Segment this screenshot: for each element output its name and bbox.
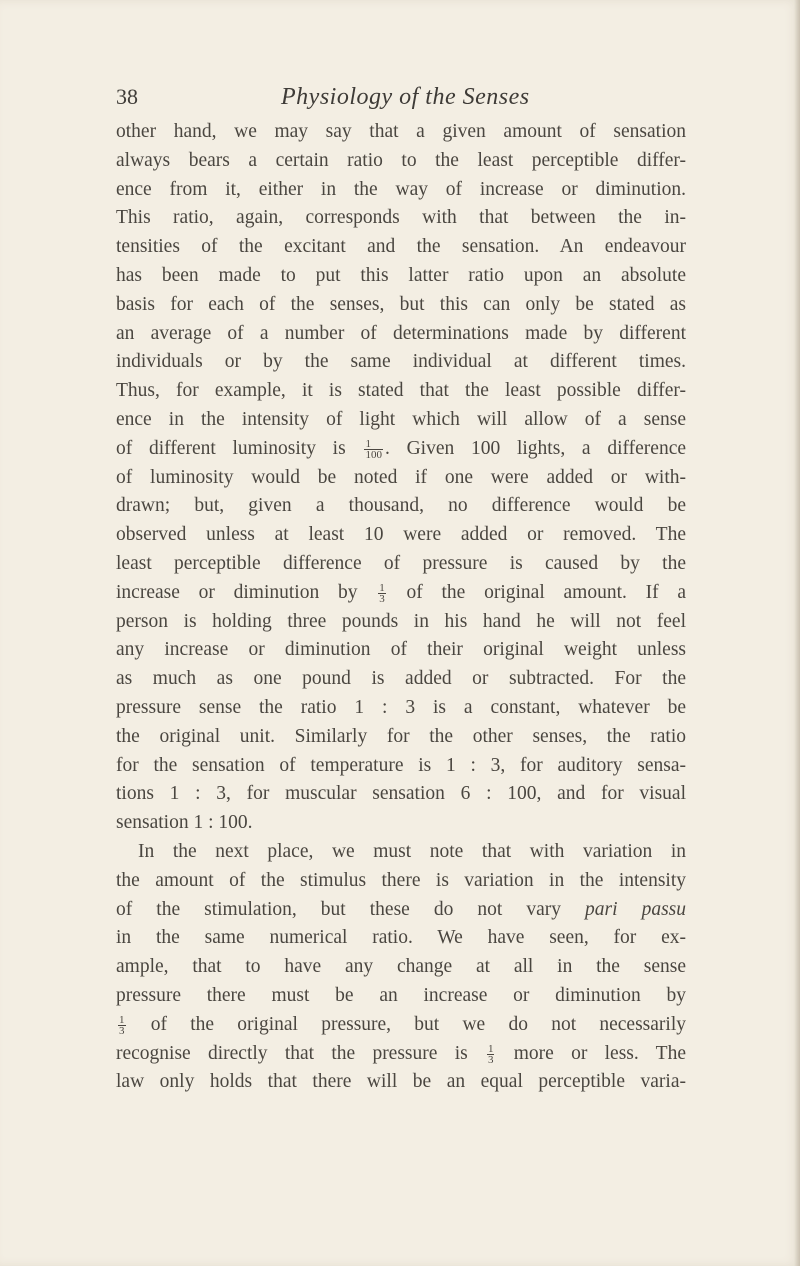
text-line: basis for each of the senses, but this can only be stated as xyxy=(116,293,686,315)
page-number: 38 xyxy=(116,84,138,109)
text-line xyxy=(116,1011,686,1040)
text-segment: more or less. The xyxy=(513,1042,686,1064)
text-line: of luminosity would be noted if one were added or with- xyxy=(116,466,686,488)
fraction-denominator: 3 xyxy=(119,1024,125,1037)
text-line: pressure sense the ratio 1 : 3 is a constant, whatever be xyxy=(116,696,686,718)
text-line: pressure there must be an increase or diminution by xyxy=(116,984,686,1006)
text-line: This ratio, again, corresponds with that between the in- xyxy=(116,207,686,229)
text-line xyxy=(116,1040,686,1069)
text-line xyxy=(116,896,686,925)
text-line: other hand, we may say that a given amount of sensation xyxy=(116,121,686,142)
fraction-one-third xyxy=(378,583,386,604)
page-header xyxy=(116,84,686,114)
running-head: Physiology of the Senses xyxy=(281,84,530,110)
text-line: ence in the intensity of light which will allow of a sense xyxy=(116,408,686,430)
text-line: the original unit. Similarly for the other senses, the ratio xyxy=(116,725,686,747)
text-segment: increase or diminution by xyxy=(116,581,358,603)
text-line: tions 1 : 3, for muscular sensation 6 : 100, and for visual xyxy=(116,783,686,805)
text-line: In the next place, we must note that with variation in xyxy=(138,840,686,862)
fraction-denominator: 3 xyxy=(379,592,385,605)
text-segment: of the stimulation, but these do not vary xyxy=(116,898,561,920)
text-line: the amount of the stimulus there is variation in the intensity xyxy=(116,869,686,891)
text-line: for the sensation of temperature is 1 : 3, for auditory sensa- xyxy=(116,754,686,776)
fraction-one-third xyxy=(487,1044,495,1065)
text-segment: of the original pressure, but we do not necessarily xyxy=(150,1013,686,1035)
text-line: ample, that to have any change at all in the sense xyxy=(116,956,686,978)
text-line: least perceptible difference of pressure is caused by the xyxy=(116,552,686,574)
text-line xyxy=(116,435,686,464)
page-edge-shadow xyxy=(794,0,800,1266)
fraction-one-hundredth xyxy=(364,439,383,460)
text-line: an average of a number of determinations made by different xyxy=(116,322,686,344)
fraction-numerator: 1 xyxy=(119,1013,125,1026)
text-line: Thus, for example, it is stated that the least possible differ- xyxy=(116,380,686,402)
text-line: individuals or by the same individual at different times. xyxy=(116,351,686,373)
body-text xyxy=(116,118,686,1097)
text-line: as much as one pound is added or subtracted. For the xyxy=(116,668,686,690)
fraction-numerator: 1 xyxy=(379,581,385,594)
text-line: always bears a certain ratio to the least perceptible differ- xyxy=(116,149,686,171)
fraction-denominator: 100 xyxy=(365,448,382,461)
text-line: law only holds that there will be an equal perceptible varia- xyxy=(116,1071,686,1093)
text-line: observed unless at least 10 were added or removed. The xyxy=(116,524,686,546)
fraction-numerator: 1 xyxy=(487,1042,494,1055)
text-line: tensities of the excitant and the sensation. An endeavour xyxy=(116,236,686,258)
text-line: sensation 1 : 100. xyxy=(116,812,253,834)
text-segment: recognise directly that the pressure is xyxy=(116,1042,468,1064)
text-line: ence from it, either in the way of increase or diminution. xyxy=(116,178,686,200)
text-line: person is holding three pounds in his hand he will not feel xyxy=(116,610,686,632)
text-line: in the same numerical ratio. We have seen, for ex- xyxy=(116,927,686,949)
text-line: any increase or diminution of their original weight unless xyxy=(116,639,686,661)
fraction-denominator: 3 xyxy=(487,1053,494,1066)
text-line: has been made to put this latter ratio upon an absolute xyxy=(116,264,686,286)
text-line: drawn; but, given a thousand, no difference would be xyxy=(116,495,686,517)
text-segment: of different luminosity is xyxy=(116,437,346,459)
text-segment: of the original amount. If a xyxy=(406,581,686,603)
fraction-numerator: 1 xyxy=(364,439,383,450)
fraction-one-third xyxy=(118,1015,126,1036)
italic-phrase: pari passu xyxy=(585,898,686,920)
text-segment: . Given 100 lights, a difference xyxy=(384,437,686,459)
text-line xyxy=(116,579,686,608)
